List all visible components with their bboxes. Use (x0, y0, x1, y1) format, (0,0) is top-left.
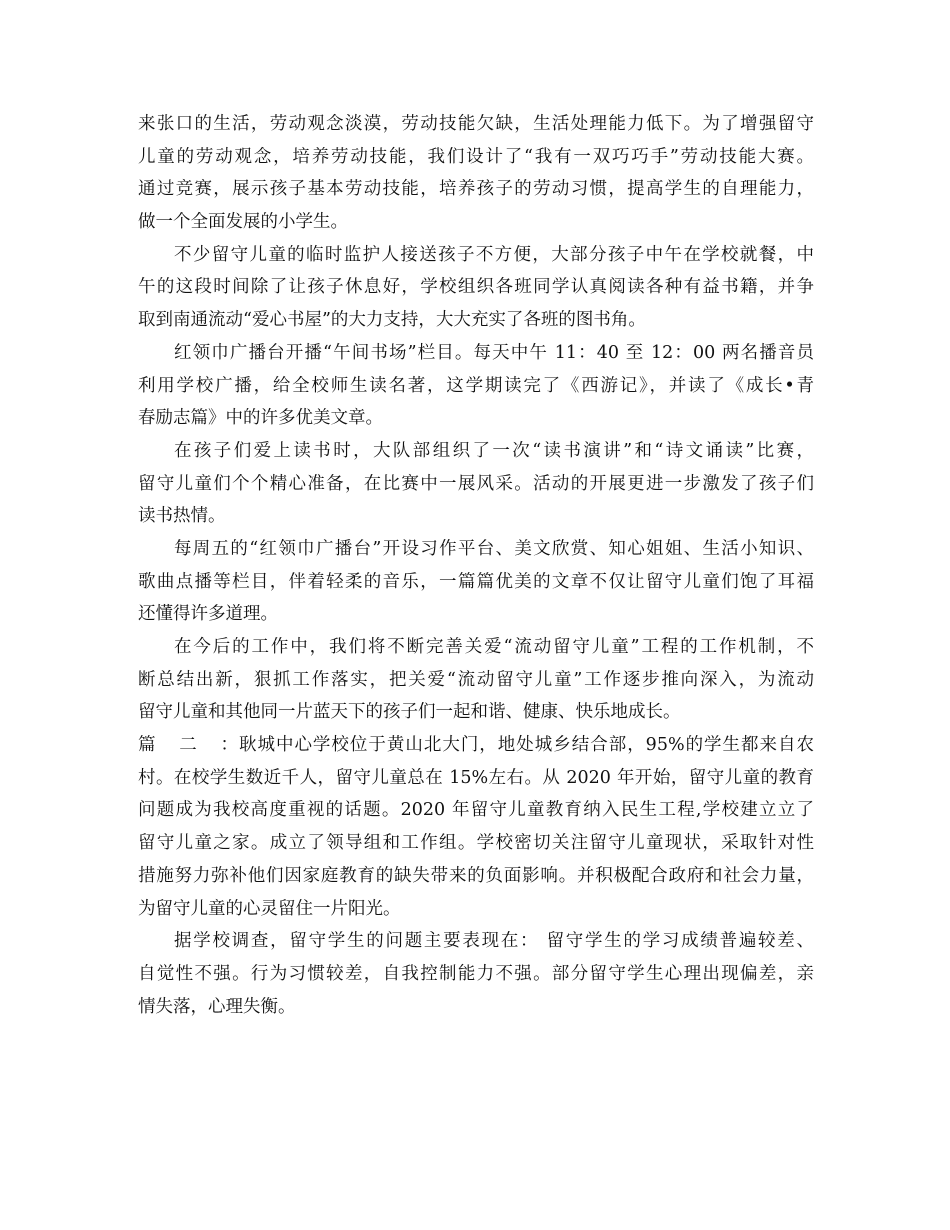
text-line: 利用学校广播，给全校师生读名著，这学期读完了《西游记》，并读了《成长•青 (138, 375, 814, 396)
text-line: 不少留守儿童的临时监护人接送孩子不方便，大部分孩子中午在学校就餐，中 (174, 244, 814, 265)
text-line: 留守儿童和其他同一片蓝天下的孩子们一起和谐、健康、快乐地成长。 (138, 702, 681, 723)
text-line: 取到南通流动“爱心书屋”的大力支持，大大充实了各班的图书角。 (138, 310, 646, 331)
text-line: 情失落，心理失衡。 (138, 996, 296, 1017)
text-line: 措施努力弥补他们因家庭教育的缺失带来的负面影响。并积极配合政府和社会力量， (138, 865, 814, 886)
text-line: 来张口的生活，劳动观念淡漠，劳动技能欠缺，生活处理能力低下。为了增强留守 (138, 114, 814, 134)
text-line: 断总结出新，狠抓工作落实，把关爱“流动留守儿童”工作逐步推向深入，为流动 (138, 669, 814, 690)
text-line: 村。在校学生数近千人，留守儿童总在 15%左右。从 2020 年开始，留守儿童的教育 (138, 767, 814, 788)
text-line: 午的这段时间除了让孩子休息好，学校组织各班同学认真阅读各种有益书籍，并争 (138, 277, 814, 298)
text-line: 自觉性不强。行为习惯较差，自我控制能力不强。部分留守学生心理出现偏差，亲 (138, 963, 814, 984)
text-line: 在孩子们爱上读书时，大队部组织了一次“读书演讲”和“诗文诵读”比赛， (174, 440, 814, 461)
section-line (138, 729, 814, 762)
text-line: 儿童的劳动观念，培养劳动技能，我们设计了“我有一双巧巧手”劳动技能大赛。 (138, 146, 814, 167)
section-label: 篇二： (138, 735, 238, 756)
text-line: 做一个全面发展的小学生。 (138, 212, 348, 233)
text-line: 还懂得许多道理。 (138, 604, 278, 625)
text-line: 留守儿童们个个精心准备，在比赛中一展风采。活动的开展更进一步激发了孩子们 (138, 473, 814, 494)
text-line: 为留守儿童的心灵留住一片阳光。 (138, 898, 401, 919)
text-line: 留守儿童之家。成立了领导组和工作组。学校密切关注留守儿童现状，采取针对性 (138, 833, 814, 854)
text-line: 问题成为我校高度重视的话题。2020 年留守儿童教育纳入民生工程,学校建立立了 (138, 800, 814, 821)
text-line: 读书热情。 (138, 506, 226, 527)
document-body (138, 108, 814, 1023)
text-line: 每周五的“红领巾广播台”开设习作平台、美文欣赏、知心姐姐、生活小知识、 (174, 538, 814, 559)
text-line: 耿城中心学校位于黄山北大门，地处城乡结合部，95%的学生都来自农 (238, 735, 814, 756)
text-line: 通过竞赛，展示孩子基本劳动技能，培养孩子的劳动习惯，提高学生的自理能力， (138, 179, 814, 200)
text-line: 红领巾广播台开播“午间书场”栏目。每天中午 11：40 至 12：00 两名播音员 (174, 342, 814, 363)
text-line: 在今后的工作中，我们将不断完善关爱“流动留守儿童”工程的工作机制，不 (174, 637, 814, 657)
text-line: 春励志篇》中的许多优美文章。 (138, 408, 383, 429)
text-line: 歌曲点播等栏目，伴着轻柔的音乐，一篇篇优美的文章不仅让留守儿童们饱了耳福 (138, 571, 814, 592)
text-line: 据学校调查，留守学生的问题主要表现在： 留守学生的学习成绩普遍较差、 (174, 931, 814, 952)
